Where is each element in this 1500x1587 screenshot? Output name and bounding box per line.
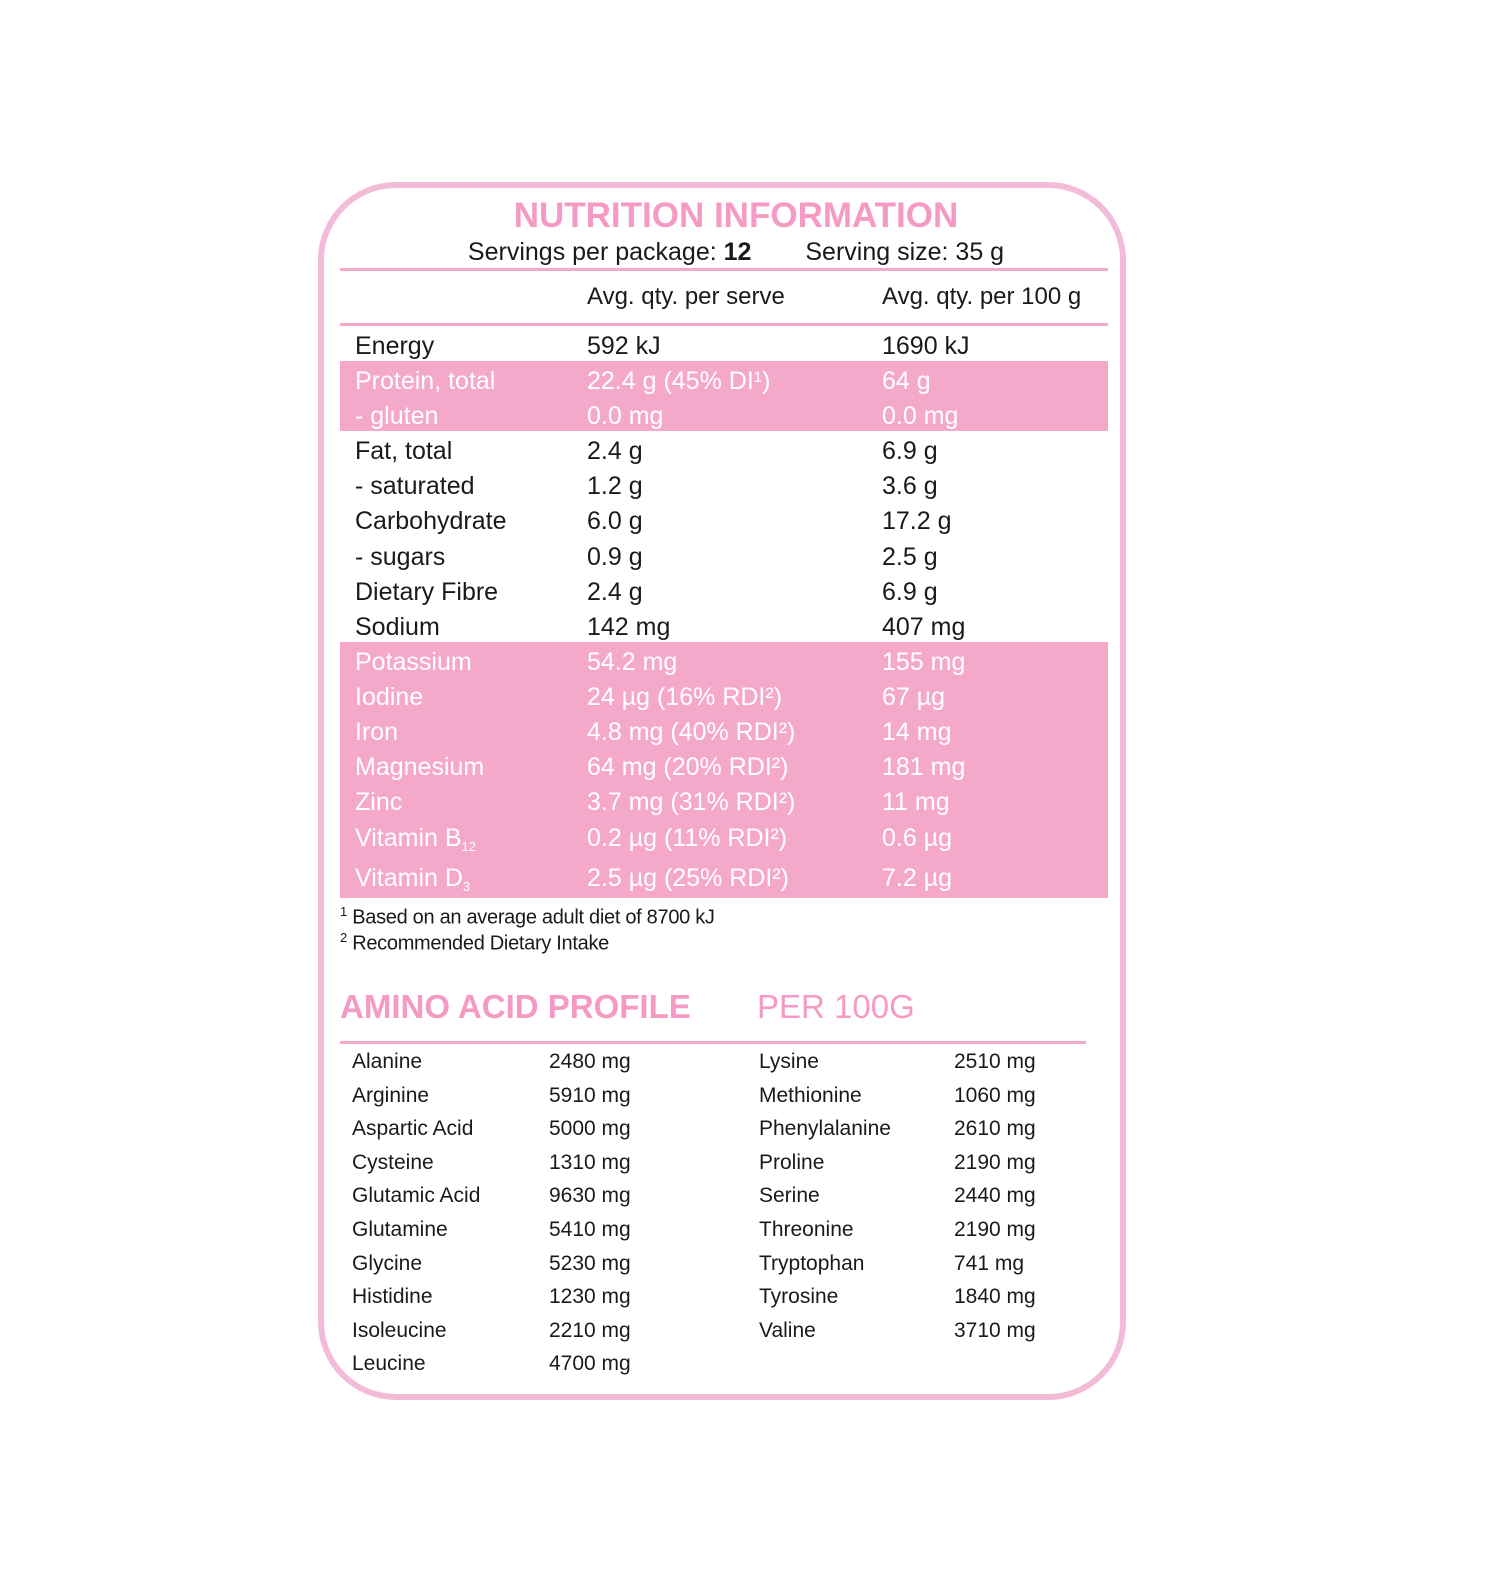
amino-acid-value: 741 mg: [954, 1251, 1025, 1275]
nutrient-name: Zinc: [355, 788, 403, 816]
per-100g-value: 6.9 g: [882, 437, 938, 465]
amino-acid-name: Lysine: [759, 1050, 819, 1073]
amino-acid-name: Isoleucine: [352, 1318, 447, 1342]
nutrient-name: Potassium: [355, 648, 472, 676]
nutrition-row: [345, 434, 1468, 469]
nutrient-name: - saturated: [355, 472, 475, 500]
amino-acid-value: 5000 mg: [549, 1117, 631, 1141]
nutrient-name: Fat, total: [355, 437, 453, 465]
amino-acid-value: 3710 mg: [954, 1318, 1036, 1342]
nutrient-name: Energy: [355, 332, 435, 360]
servings-label: Servings per package:: [467, 238, 717, 266]
nutrition-row: [345, 861, 1468, 896]
per-100g-value: 3.6 g: [882, 472, 938, 500]
nutrient-name: Carbohydrate: [355, 507, 507, 535]
per-100g-value: 1690 kJ: [882, 332, 970, 360]
servings-value: 12: [723, 238, 752, 266]
amino-acid-value: 1230 mg: [549, 1285, 631, 1309]
amino-acid-name: Serine: [759, 1184, 820, 1208]
amino-acid-value: 1060 mg: [954, 1083, 1036, 1107]
amino-acid-value: 2610 mg: [954, 1117, 1036, 1141]
nutrient-name: - gluten: [355, 402, 439, 430]
column-header-per-100g: Avg. qty. per 100 g: [882, 283, 1082, 310]
amino-acid-row: [0, 1247, 1400, 1281]
per-serve-value: 592 kJ: [587, 332, 661, 360]
amino-acid-name: Glycine: [352, 1251, 423, 1275]
per-100g-value: 11 mg: [882, 788, 950, 816]
amino-acid-value: 1840 mg: [954, 1285, 1036, 1309]
divider: [340, 323, 1108, 326]
nutrient-name: Iron: [355, 718, 399, 746]
nutrient-name: Protein, total: [355, 367, 496, 395]
amino-acid-row: [0, 1280, 1400, 1314]
nutrition-row: [345, 399, 1468, 434]
amino-acid-value: 2510 mg: [954, 1050, 1036, 1073]
amino-acid-name: Cysteine: [352, 1150, 434, 1174]
nutrition-row: [345, 645, 1468, 680]
per-serve-value: 64 mg (20% RDI²): [587, 753, 789, 781]
per-serve-value: 0.9 g: [587, 543, 643, 571]
amino-acid-name: Glutamic Acid: [352, 1184, 481, 1208]
nutrition-row: [345, 575, 1468, 610]
nutrient-name: Vitamin $D_3$: [355, 864, 471, 894]
per-serve-value: 22.4 g (45% DI¹): [587, 367, 771, 395]
per-serve-value: 24 µg (16% RDI²): [587, 683, 783, 711]
per-100g-value: 67 µg: [882, 683, 946, 711]
amino-acid-row: [0, 1179, 1400, 1213]
nutrient-name: Dietary Fibre: [355, 578, 499, 606]
nutrition-row: [345, 540, 1468, 575]
per-serve-value: 0.2 µg (11% RDI²): [587, 824, 788, 852]
per-serve-value: 54.2 mg: [587, 648, 678, 676]
per-100g-value: 14 mg: [882, 718, 952, 746]
amino-acid-value: 9630 mg: [549, 1184, 631, 1208]
nutrition-row: [345, 610, 1468, 645]
amino-acid-per-label: PER 100G: [757, 988, 915, 1025]
amino-acid-row: [0, 1347, 1400, 1381]
amino-acid-name: Methionine: [759, 1083, 862, 1107]
nutrition-row: [345, 680, 1468, 715]
amino-acid-value: 2440 mg: [954, 1184, 1036, 1208]
per-serve-value: 6.0 g: [587, 507, 643, 535]
amino-acid-value: 4700 mg: [549, 1352, 631, 1376]
amino-acid-name: Histidine: [352, 1285, 433, 1309]
per-serve-value: 2.4 g: [587, 437, 643, 465]
amino-acid-name: Glutamine: [352, 1218, 448, 1241]
nutrient-name: Iodine: [355, 683, 424, 711]
nutrition-row: [345, 469, 1468, 504]
per-serve-value: 4.8 mg (40% RDI²): [587, 718, 796, 746]
per-serve-value: 142 mg: [587, 613, 671, 641]
per-100g-value: 407 mg: [882, 613, 966, 641]
amino-acid-value: 5410 mg: [549, 1218, 631, 1241]
footnote-2: $^2$ Recommended Dietary Intake: [340, 930, 609, 955]
per-100g-value: 2.5 g: [882, 543, 938, 571]
serving-size: Serving size: 35 g: [805, 238, 1005, 266]
footnote-1: $^1$ Based on an average adult diet of 8700 kJ: [340, 904, 715, 929]
amino-acid-name: Phenylalanine: [759, 1117, 891, 1141]
amino-acid-name: Alanine: [352, 1050, 423, 1073]
nutrition-row: [345, 504, 1468, 539]
nutrition-row: [345, 821, 1468, 856]
column-header-per-serve: Avg. qty. per serve: [587, 283, 785, 310]
amino-acid-name: Tryptophan: [759, 1251, 865, 1275]
amino-acid-value: 2210 mg: [549, 1318, 631, 1342]
amino-acid-row: [0, 1213, 1400, 1247]
nutrient-name: Magnesium: [355, 753, 485, 781]
amino-acid-value: 2190 mg: [954, 1218, 1036, 1241]
servings-line: [340, 238, 1132, 267]
amino-acid-name: Threonine: [759, 1218, 854, 1241]
per-serve-value: 1.2 g: [587, 472, 643, 500]
per-100g-value: 0.6 µg: [882, 824, 953, 852]
amino-acid-value: 2190 mg: [954, 1150, 1036, 1174]
amino-acid-name: Proline: [759, 1150, 825, 1174]
per-100g-value: 155 mg: [882, 648, 966, 676]
per-serve-value: 3.7 mg (31% RDI²): [587, 788, 796, 816]
per-100g-value: 64 g: [882, 367, 931, 395]
nutrient-name: - sugars: [355, 543, 446, 571]
nutrition-row: [345, 785, 1468, 820]
per-100g-value: 17.2 g: [882, 507, 952, 535]
per-serve-value: 2.4 g: [587, 578, 643, 606]
per-100g-value: 7.2 µg: [882, 864, 953, 892]
amino-acid-name: Arginine: [352, 1083, 430, 1107]
amino-acid-row: [0, 1112, 1400, 1146]
amino-acid-value: 5230 mg: [549, 1251, 631, 1275]
nutrient-name: Sodium: [355, 613, 440, 641]
amino-acid-value: 1310 mg: [549, 1150, 631, 1174]
nutrition-row: [345, 715, 1468, 750]
per-100g-value: 6.9 g: [882, 578, 938, 606]
amino-acid-row: [0, 1146, 1400, 1180]
amino-acid-row: [0, 1314, 1400, 1348]
amino-acid-name: Leucine: [352, 1352, 426, 1376]
amino-acid-value: 2480 mg: [549, 1050, 631, 1073]
nutrition-row: [345, 329, 1468, 364]
nutrition-row: [345, 364, 1468, 399]
nutrient-name: Vitamin $B_{12}$: [355, 824, 476, 854]
per-100g-value: 181 mg: [882, 753, 966, 781]
nutrition-title: NUTRITION INFORMATION: [513, 196, 959, 235]
amino-acid-name: Aspartic Acid: [352, 1117, 474, 1141]
amino-acid-name: Tyrosine: [759, 1285, 839, 1309]
amino-acid-name: Valine: [759, 1318, 816, 1342]
per-serve-value: 0.0 mg: [587, 402, 664, 430]
amino-acid-row: [0, 1079, 1400, 1113]
amino-acid-title: AMINO ACID PROFILE: [340, 988, 691, 1025]
per-serve-value: 2.5 µg (25% RDI²): [587, 864, 789, 892]
divider: [340, 1041, 1086, 1044]
divider: [340, 268, 1108, 271]
per-100g-value: 0.0 mg: [882, 402, 959, 430]
amino-acid-row: [0, 1045, 1400, 1079]
amino-acid-value: 5910 mg: [549, 1083, 631, 1107]
nutrition-row: [345, 750, 1468, 785]
